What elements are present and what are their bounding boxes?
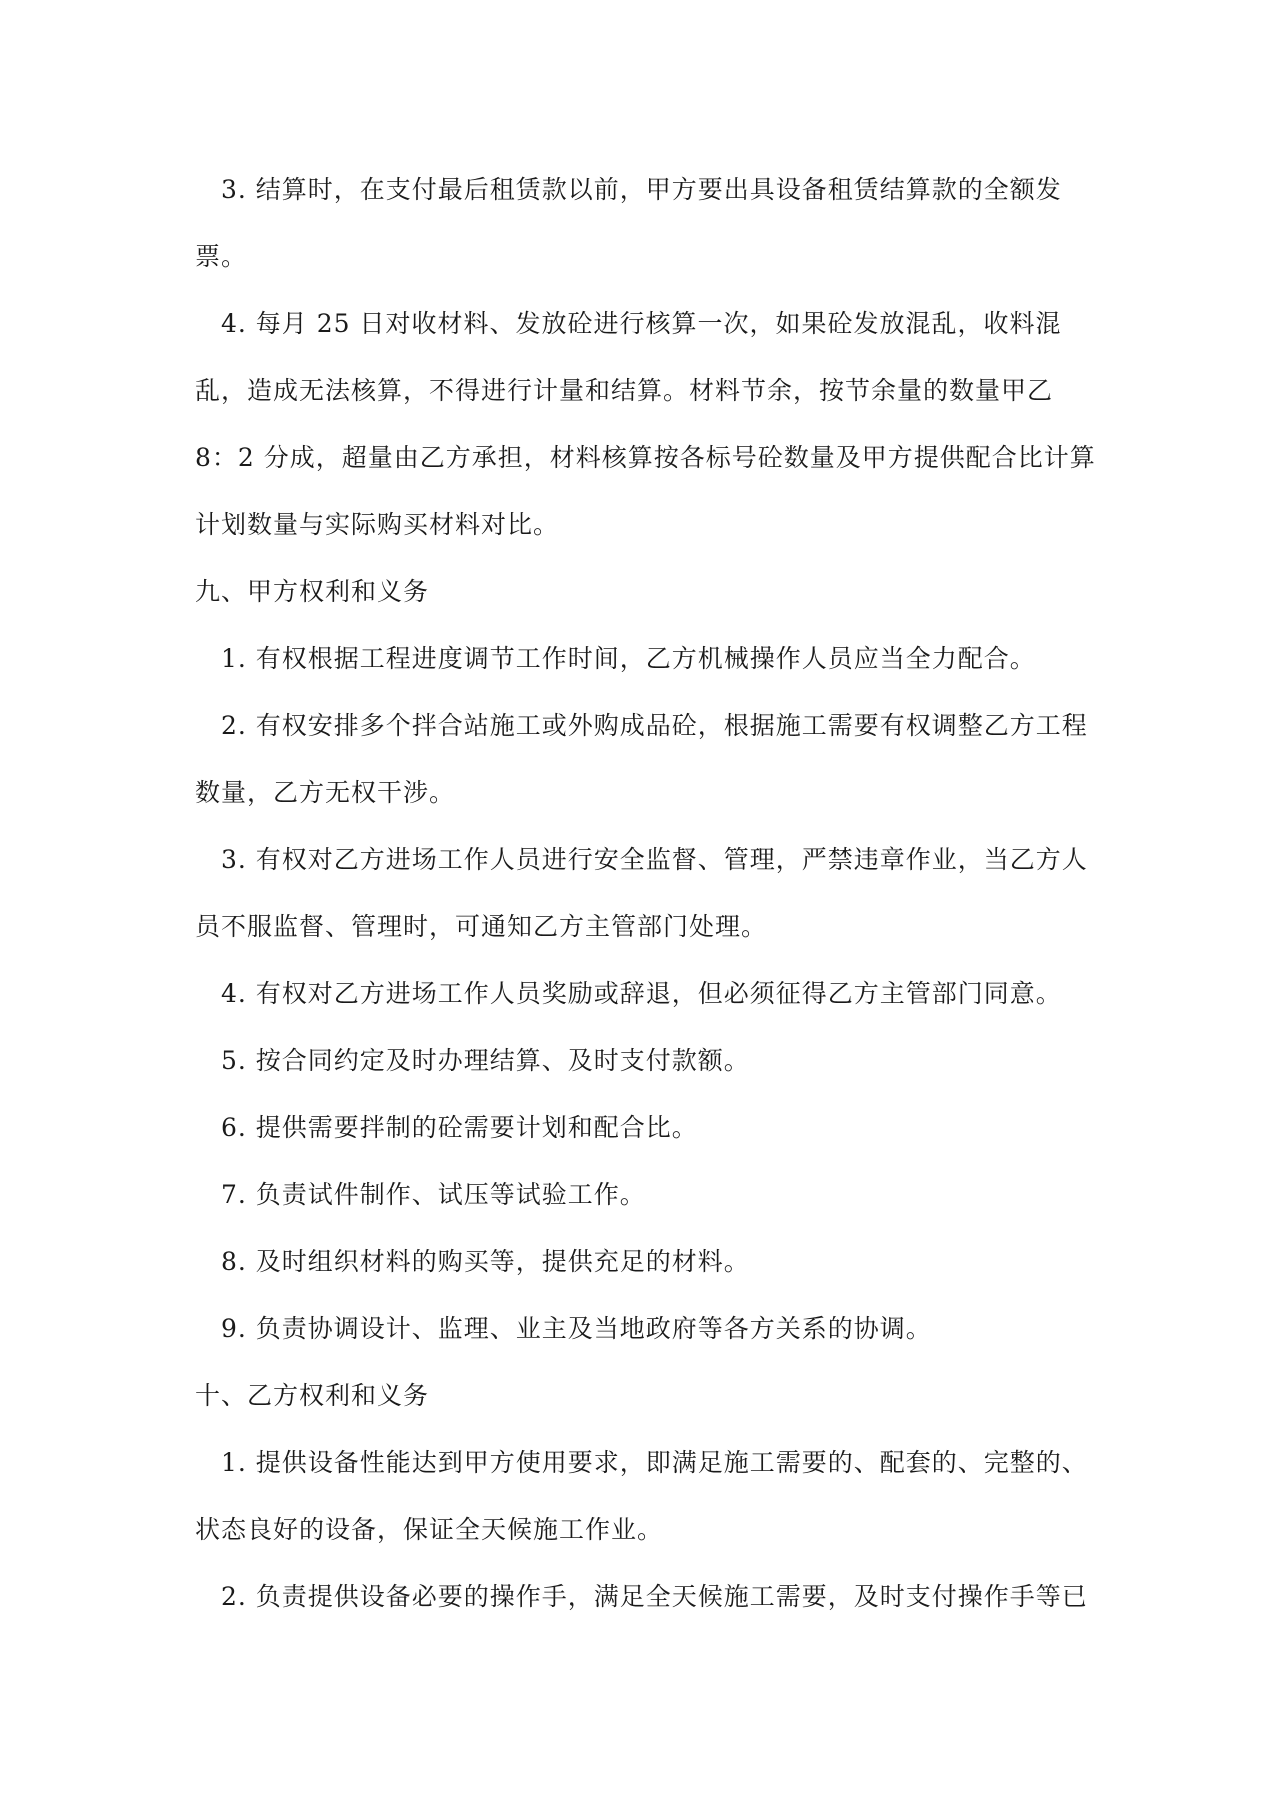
party-a-item-9: 9. 负责协调设计、监理、业主及当地政府等各方关系的协调。 bbox=[221, 1314, 932, 1343]
para-4-cont-3: 计划数量与实际购买材料对比。 bbox=[195, 510, 560, 539]
party-a-item-6: 6. 提供需要拌制的砼需要计划和配合比。 bbox=[221, 1113, 698, 1142]
para-3-settlement-cont: 票。 bbox=[195, 242, 248, 271]
party-a-item-1: 1. 有权根据工程进度调节工作时间，乙方机械操作人员应当全力配合。 bbox=[221, 644, 1036, 673]
section-heading-party-b: 十、乙方权利和义务 bbox=[195, 1381, 430, 1410]
party-b-item-1: 1. 提供设备性能达到甲方使用要求，即满足施工需要的、配套的、完整的、 bbox=[221, 1448, 1088, 1477]
para-3-settlement: 3. 结算时，在支付最后租赁款以前，甲方要出具设备租赁结算款的全额发 bbox=[221, 175, 1062, 204]
party-a-item-7: 7. 负责试件制作、试压等试验工作。 bbox=[221, 1180, 646, 1209]
party-a-item-8: 8. 及时组织材料的购买等，提供充足的材料。 bbox=[221, 1247, 750, 1276]
party-a-item-4: 4. 有权对乙方进场工作人员奖励或辞退，但必须征得乙方主管部门同意。 bbox=[221, 979, 1062, 1008]
party-b-item-1-cont: 状态良好的设备，保证全天候施工作业。 bbox=[195, 1515, 664, 1544]
party-a-item-3: 3. 有权对乙方进场工作人员进行安全监督、管理，严禁违章作业，当乙方人 bbox=[221, 845, 1088, 874]
para-4-monthly-accounting: 4. 每月 25 日对收材料、发放砼进行核算一次，如果砼发放混乱，收料混 bbox=[221, 309, 1062, 338]
section-heading-party-a: 九、甲方权利和义务 bbox=[195, 577, 430, 606]
party-a-item-2-cont: 数量，乙方无权干涉。 bbox=[195, 778, 456, 807]
party-a-item-5: 5. 按合同约定及时办理结算、及时支付款额。 bbox=[221, 1046, 750, 1075]
para-4-cont-2: 8：2 分成，超量由乙方承担，材料核算按各标号砼数量及甲方提供配合比计算 bbox=[195, 443, 1096, 472]
party-a-item-2: 2. 有权安排多个拌合站施工或外购成品砼，根据施工需要有权调整乙方工程 bbox=[221, 711, 1088, 740]
para-4-cont-1: 乱，造成无法核算，不得进行计量和结算。材料节余，按节余量的数量甲乙 bbox=[195, 376, 1054, 405]
party-a-item-3-cont: 员不服监督、管理时，可通知乙方主管部门处理。 bbox=[195, 912, 768, 941]
party-b-item-2: 2. 负责提供设备必要的操作手，满足全天候施工需要，及时支付操作手等已 bbox=[221, 1582, 1088, 1611]
